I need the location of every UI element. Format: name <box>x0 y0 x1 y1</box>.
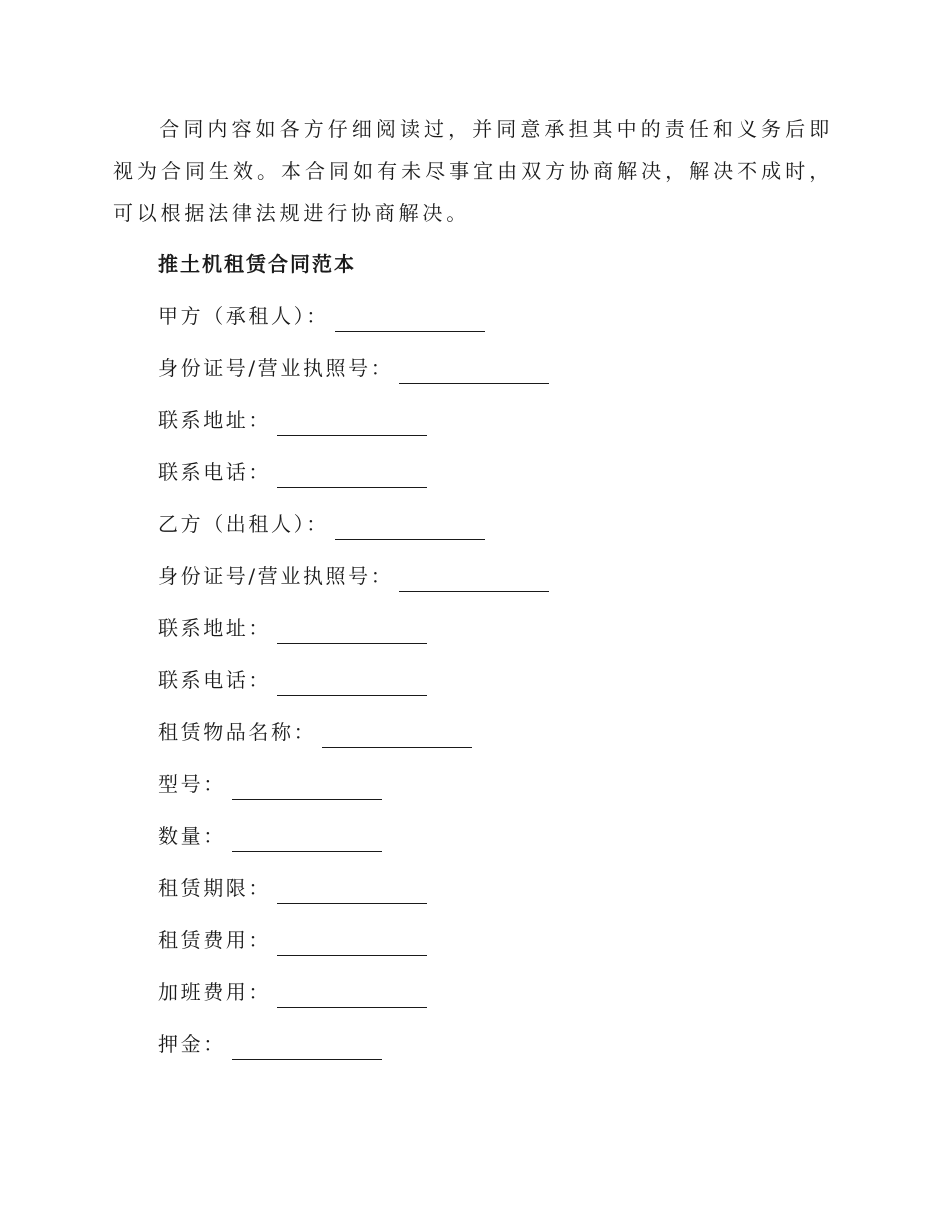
field-label: 身份证号/营业执照号： <box>158 356 394 380</box>
field-label: 联系地址： <box>158 616 271 640</box>
fill-blank[interactable] <box>277 411 427 436</box>
field-model <box>158 768 382 800</box>
fill-blank[interactable] <box>277 931 427 956</box>
field-item-name <box>158 716 472 748</box>
field-party-b <box>158 508 485 540</box>
field-label: 身份证号/营业执照号： <box>158 564 394 588</box>
fill-blank[interactable] <box>399 359 549 384</box>
field-party-a-phone <box>158 456 427 488</box>
fill-blank[interactable] <box>335 515 485 540</box>
field-lease-fee <box>158 924 427 956</box>
fill-blank[interactable] <box>322 723 472 748</box>
field-label: 加班费用： <box>158 980 271 1004</box>
field-deposit <box>158 1028 382 1060</box>
intro-paragraph <box>113 108 833 234</box>
fill-blank[interactable] <box>232 1035 382 1060</box>
field-party-b-id <box>158 560 549 592</box>
field-overtime-fee <box>158 976 427 1008</box>
field-label: 数量： <box>158 824 226 848</box>
field-label: 联系地址： <box>158 408 271 432</box>
field-label: 联系电话： <box>158 460 271 484</box>
fill-blank[interactable] <box>277 619 427 644</box>
fill-blank[interactable] <box>232 775 382 800</box>
fill-blank[interactable] <box>335 307 485 332</box>
contract-title: 推土机租赁合同范本 <box>158 252 356 276</box>
field-lease-term <box>158 872 427 904</box>
field-label: 租赁期限： <box>158 876 271 900</box>
field-label: 型号： <box>158 772 226 796</box>
fill-blank[interactable] <box>277 671 427 696</box>
field-party-b-phone <box>158 664 427 696</box>
field-label: 甲方（承租人）： <box>158 304 329 328</box>
field-party-a-id <box>158 352 549 384</box>
field-party-b-address <box>158 612 427 644</box>
intro-text: 合同内容如各方仔细阅读过，并同意承担其中的责任和义务后即视为合同生效。本合同如有未尽事宜由双方协商解决，解决不成时，可以根据法律法规进行协商解决。 <box>113 117 833 225</box>
field-label: 押金： <box>158 1032 226 1056</box>
field-label: 租赁物品名称： <box>158 720 317 744</box>
field-party-a <box>158 300 485 332</box>
fill-blank[interactable] <box>277 879 427 904</box>
fill-blank[interactable] <box>277 463 427 488</box>
fill-blank[interactable] <box>232 827 382 852</box>
field-party-a-address <box>158 404 427 436</box>
fill-blank[interactable] <box>399 567 549 592</box>
field-label: 乙方（出租人）： <box>158 512 329 536</box>
field-label: 租赁费用： <box>158 928 271 952</box>
fill-blank[interactable] <box>277 983 427 1008</box>
field-label: 联系电话： <box>158 668 271 692</box>
field-quantity <box>158 820 382 852</box>
